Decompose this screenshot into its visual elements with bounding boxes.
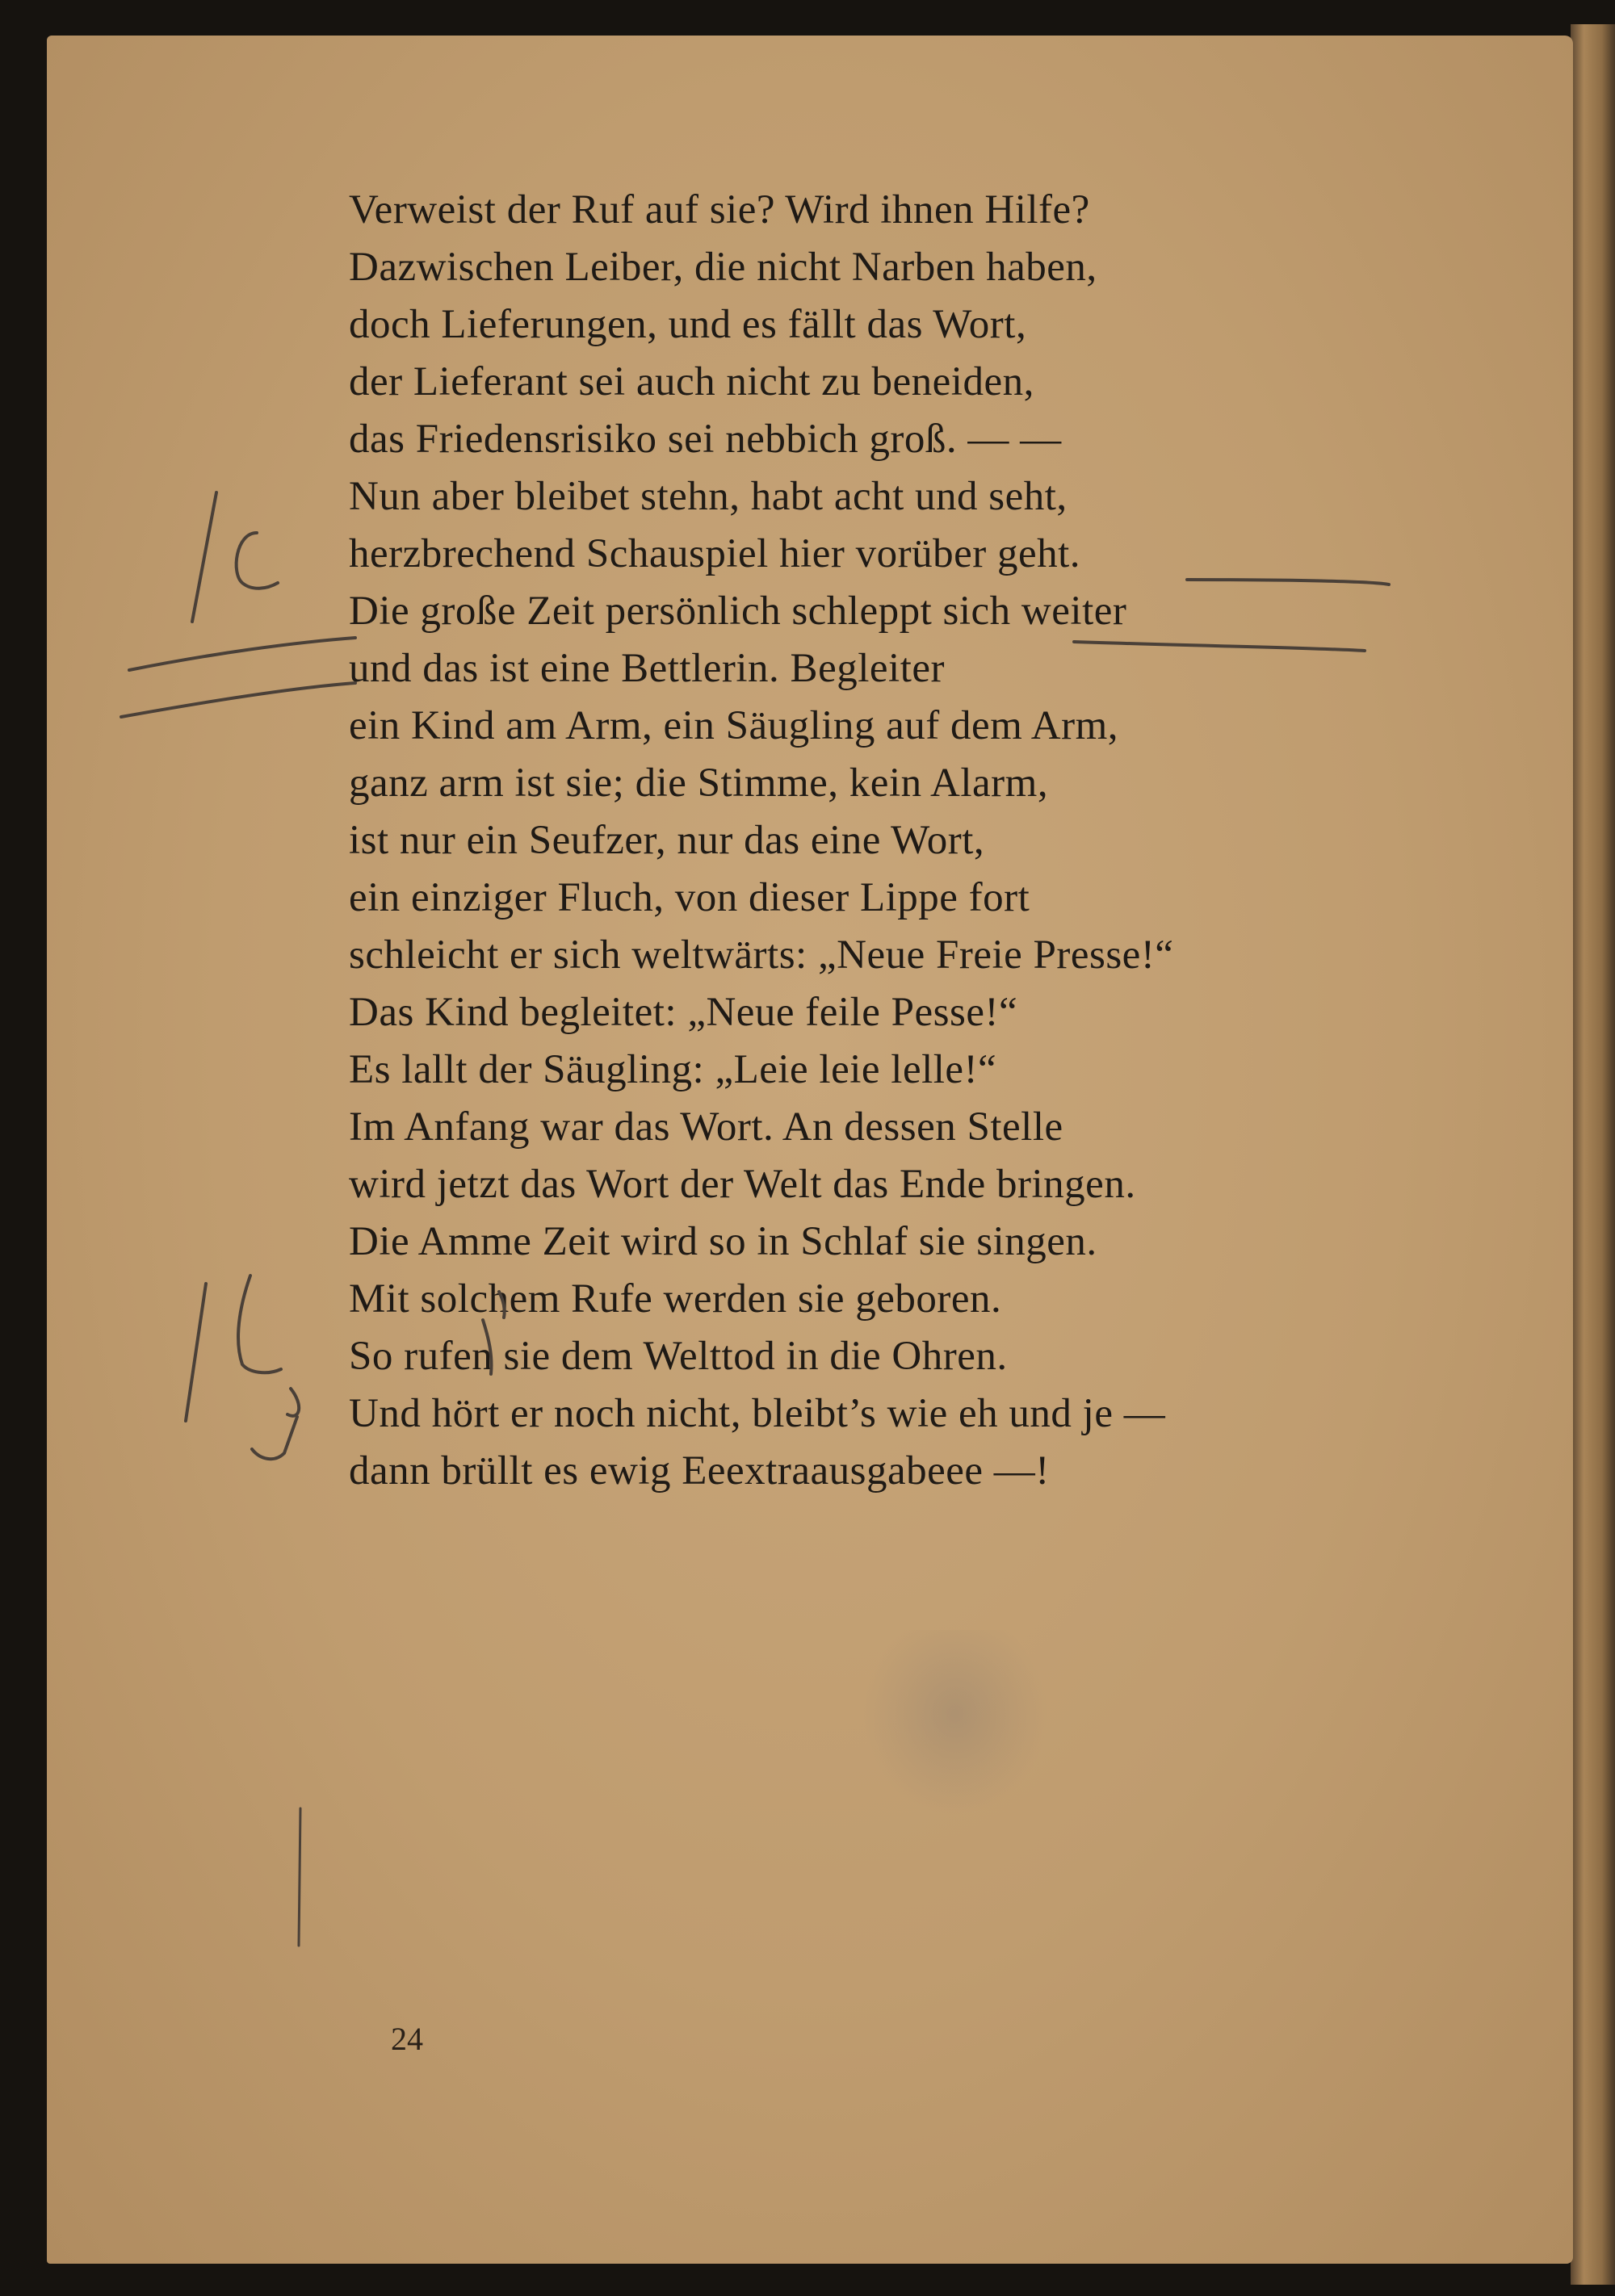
poem-line: herzbrechend Schauspiel hier vorüber geht. [349,531,1081,576]
poem-line: So rufen sie dem Welttod in die Ohren. [349,1334,1008,1379]
poem-line: Das Kind begleitet: „Neue feile Pesse!“ [349,990,1018,1035]
page-number: 24 [391,2021,423,2057]
poem-line: und das ist eine Bettlerin. Begleiter [349,646,945,691]
poem-line: doch Lieferungen, und es fällt das Wort, [349,302,1027,347]
poem-line: Die große Zeit persönlich schleppt sich weiter [349,589,1127,634]
next-page-edge [1571,24,1615,2285]
poem-line: wird jetzt das Wort der Welt das Ende bringen. [349,1162,1136,1207]
poem-line: Es lallt der Säugling: „Leie leie lelle!“ [349,1047,997,1092]
poem-line: ein einziger Fluch, von dieser Lippe fort [349,875,1030,920]
poem-line: ganz arm ist sie; die Stimme, kein Alarm, [349,760,1049,806]
poem-line: Nun aber bleibet stehn, habt acht und seht, [349,474,1068,519]
poem-line: das Friedensrisiko sei nebbich groß. — — [349,417,1062,462]
poem-line: Mit solchem Rufe werden sie geboren. [349,1276,1002,1322]
poem-line: Verweist der Ruf auf sie? Wird ihnen Hilfe? [349,187,1090,233]
ink-smudge [862,1630,1048,1816]
poem-line: ist nur ein Seufzer, nur das eine Wort, [349,818,985,863]
poem-line: schleicht er sich weltwärts: „Neue Freie Presse!“ [349,932,1174,978]
poem-line: dann brüllt es ewig Eeextraausgabeee —! [349,1448,1050,1494]
poem-line: Die Amme Zeit wird so in Schlaf sie singen. [349,1219,1097,1264]
poem-line: Und hört er noch nicht, bleibt’s wie eh und je — [349,1391,1166,1436]
poem-line: Dazwischen Leiber, die nicht Narben haben, [349,245,1097,290]
poem-line: ein Kind am Arm, ein Säugling auf dem Arm, [349,703,1119,748]
poem-line: Im Anfang war das Wort. An dessen Stelle [349,1104,1063,1150]
poem-text [349,182,1399,1500]
poem-line: der Lieferant sei auch nicht zu beneiden, [349,359,1034,404]
